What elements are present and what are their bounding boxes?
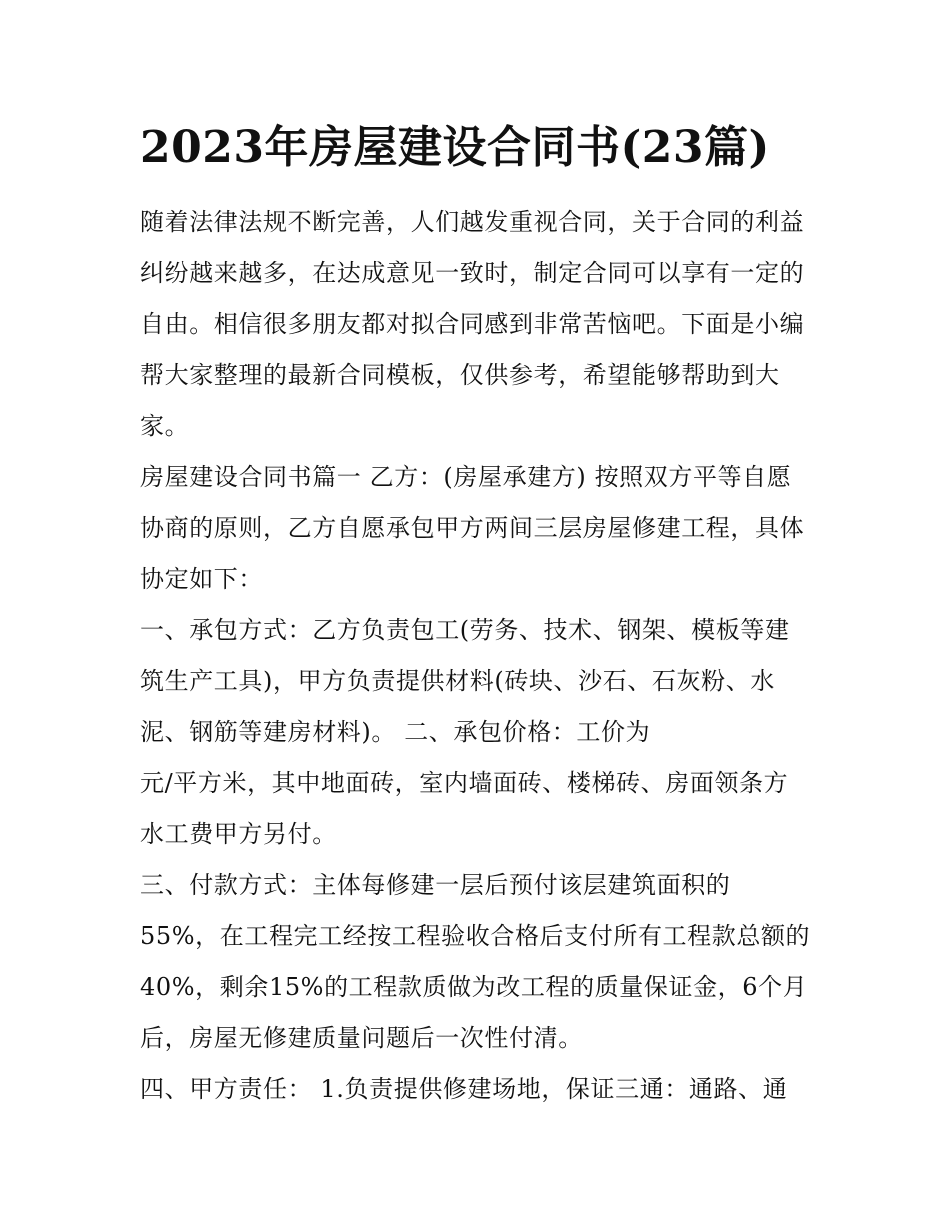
- document-title: 2023年房屋建设合同书(23篇): [140, 122, 770, 173]
- body-line: 家。: [140, 412, 190, 440]
- body-line: 协商的原则，乙方自愿承包甲方两间三层房屋修建工程，具体: [140, 514, 805, 542]
- body-line: 元/平方米，其中地面砖，室内墙面砖、楼梯砖、房面领条方: [140, 769, 789, 797]
- body-line: 一、承包方式：乙方负责包工(劳务、技术、钢架、模板等建: [140, 616, 790, 644]
- body-line: 房屋建设合同书篇一 乙方：(房屋承建方) 按照双方平等自愿: [140, 463, 792, 491]
- body-line: 水工费甲方另付。: [140, 820, 337, 848]
- body-line: 40%，剩余15%的工程款质做为改工程的质量保证金，6个月: [140, 973, 808, 1001]
- body-line: 自由。相信很多朋友都对拟合同感到非常苦恼吧。下面是小编: [140, 310, 805, 338]
- body-line: 随着法律法规不断完善，人们越发重视合同，关于合同的利益: [140, 208, 805, 236]
- body-line: 四、甲方责任： 1.负责提供修建场地，保证三通：通路、通: [140, 1075, 788, 1103]
- body-line: 纠纷越来越多，在达成意见一致时，制定合同可以享有一定的: [140, 259, 805, 287]
- body-line: 协定如下：: [140, 565, 263, 593]
- body-line: 筑生产工具)，甲方负责提供材料(砖块、沙石、石灰粉、水: [140, 667, 775, 695]
- body-line: 55%，在工程完工经按工程验收合格后支付所有工程款总额的: [140, 922, 811, 950]
- body-line: 三、付款方式：主体每修建一层后预付该层建筑面积的: [140, 871, 731, 899]
- body-line: 后，房屋无修建质量问题后一次性付清。: [140, 1024, 583, 1052]
- body-line: 帮大家整理的最新合同模板，仅供参考，希望能够帮助到大: [140, 361, 780, 389]
- body-line: 泥、钢筋等建房材料)。 二、承包价格：工价为: [140, 718, 651, 746]
